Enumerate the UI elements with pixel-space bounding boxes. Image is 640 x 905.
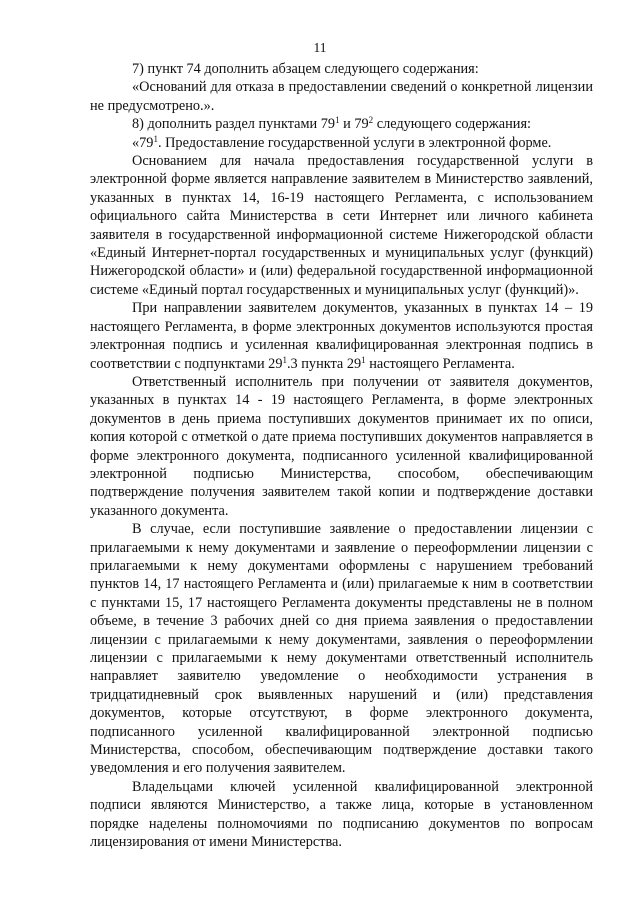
paragraph: «Оснований для отказа в предоставлении сведений о конкретной лицензии не предусмотрено.». — [90, 79, 593, 114]
paragraph: При направлении заявителем документов, указанных в пунктах 14 – 19 настоящего Регламента, в форме электронных документов используются простая электронная подпись и усиленная квалифицированная электронная подпись в соответствии с подпунктами $29^1.3$ пункта $29^1$ настоящего Регламента. — [90, 300, 593, 372]
paragraph: В случае, если поступившие заявление о предоставлении лицензии с прилагаемыми к нему документами и заявление о переоформлении лицензии с прилагаемыми к нему документами оформлены с нарушением требований пунктов 14, 17 настоящего Регламента и (или) прилагаемые к ним в соответствии с пунктами 15, 17 настоящего Регламента документы представлены не в полном объеме, в течение 3 рабочих дней со дня приема заявления о предоставлении лицензии с прилагаемыми к нему документами, заявления о переоформлении лицензии с прилагаемыми к нему документами ответственный исполнитель направляет заявителю уведомление о необходимости устранения в тридцатидневный срок выявленных нарушений и (или) представления документов, которые отсутствуют, в форме электронного документа, подписанного усиленной квалифицированной электронной подписью Министерства, способом, обеспечивающим подтверждение доставки такого уведомления и его получения заявителем. — [90, 521, 593, 777]
paragraph: 8) дополнить раздел пунктами $79^1$ и $79^2$ следующего содержания: — [132, 115, 531, 133]
document-body — [90, 60, 593, 851]
paragraph: Владельцами ключей усиленной квалифицированной электронной подписи являются Министерство, а также лица, которые в установленном порядке наделены полномочиями по подписанию документов по вопросам лицензирования от имени Министерства. — [90, 778, 593, 851]
paragraph: Ответственный исполнитель при получении от заявителя документов, указанных в пунктах 14 - 19 настоящего Регламента, в форме электронных документов в день приема поступивших документов принимает их по описи, копия которой с отметкой о дате приема поступивших документов направляется в форме электронного документа, подписанного усиленной квалифицированной электронной подписью Министерства, способом, обеспечивающим подтверждение получения заявителем такой копии и подтверждение доставки указанного документа. — [90, 373, 593, 519]
paragraph: 7) пункт 74 дополнить абзацем следующего содержания: — [132, 61, 479, 77]
paragraph: «$79^1$. Предоставление государственной услуги в электронной форме. — [132, 133, 552, 151]
page-number: 11 — [313, 40, 327, 55]
paragraph: Основанием для начала предоставления государственной услуги в электронной форме является направление заявителем в Министерство заявлений, указанных в пунктах 14, 16-19 настоящего Регламента, с использованием официального сайта Министерства в сети Интернет или личного кабинета заявителя в государственной информационной системе Нижегородской области «Единый Интернет-портал государственных и муниципальных услуг (функций) Нижегородской области» и (или) федеральной государственной информационной системе «Единый портал государственных и муниципальных услуг (функций)». — [90, 153, 593, 298]
